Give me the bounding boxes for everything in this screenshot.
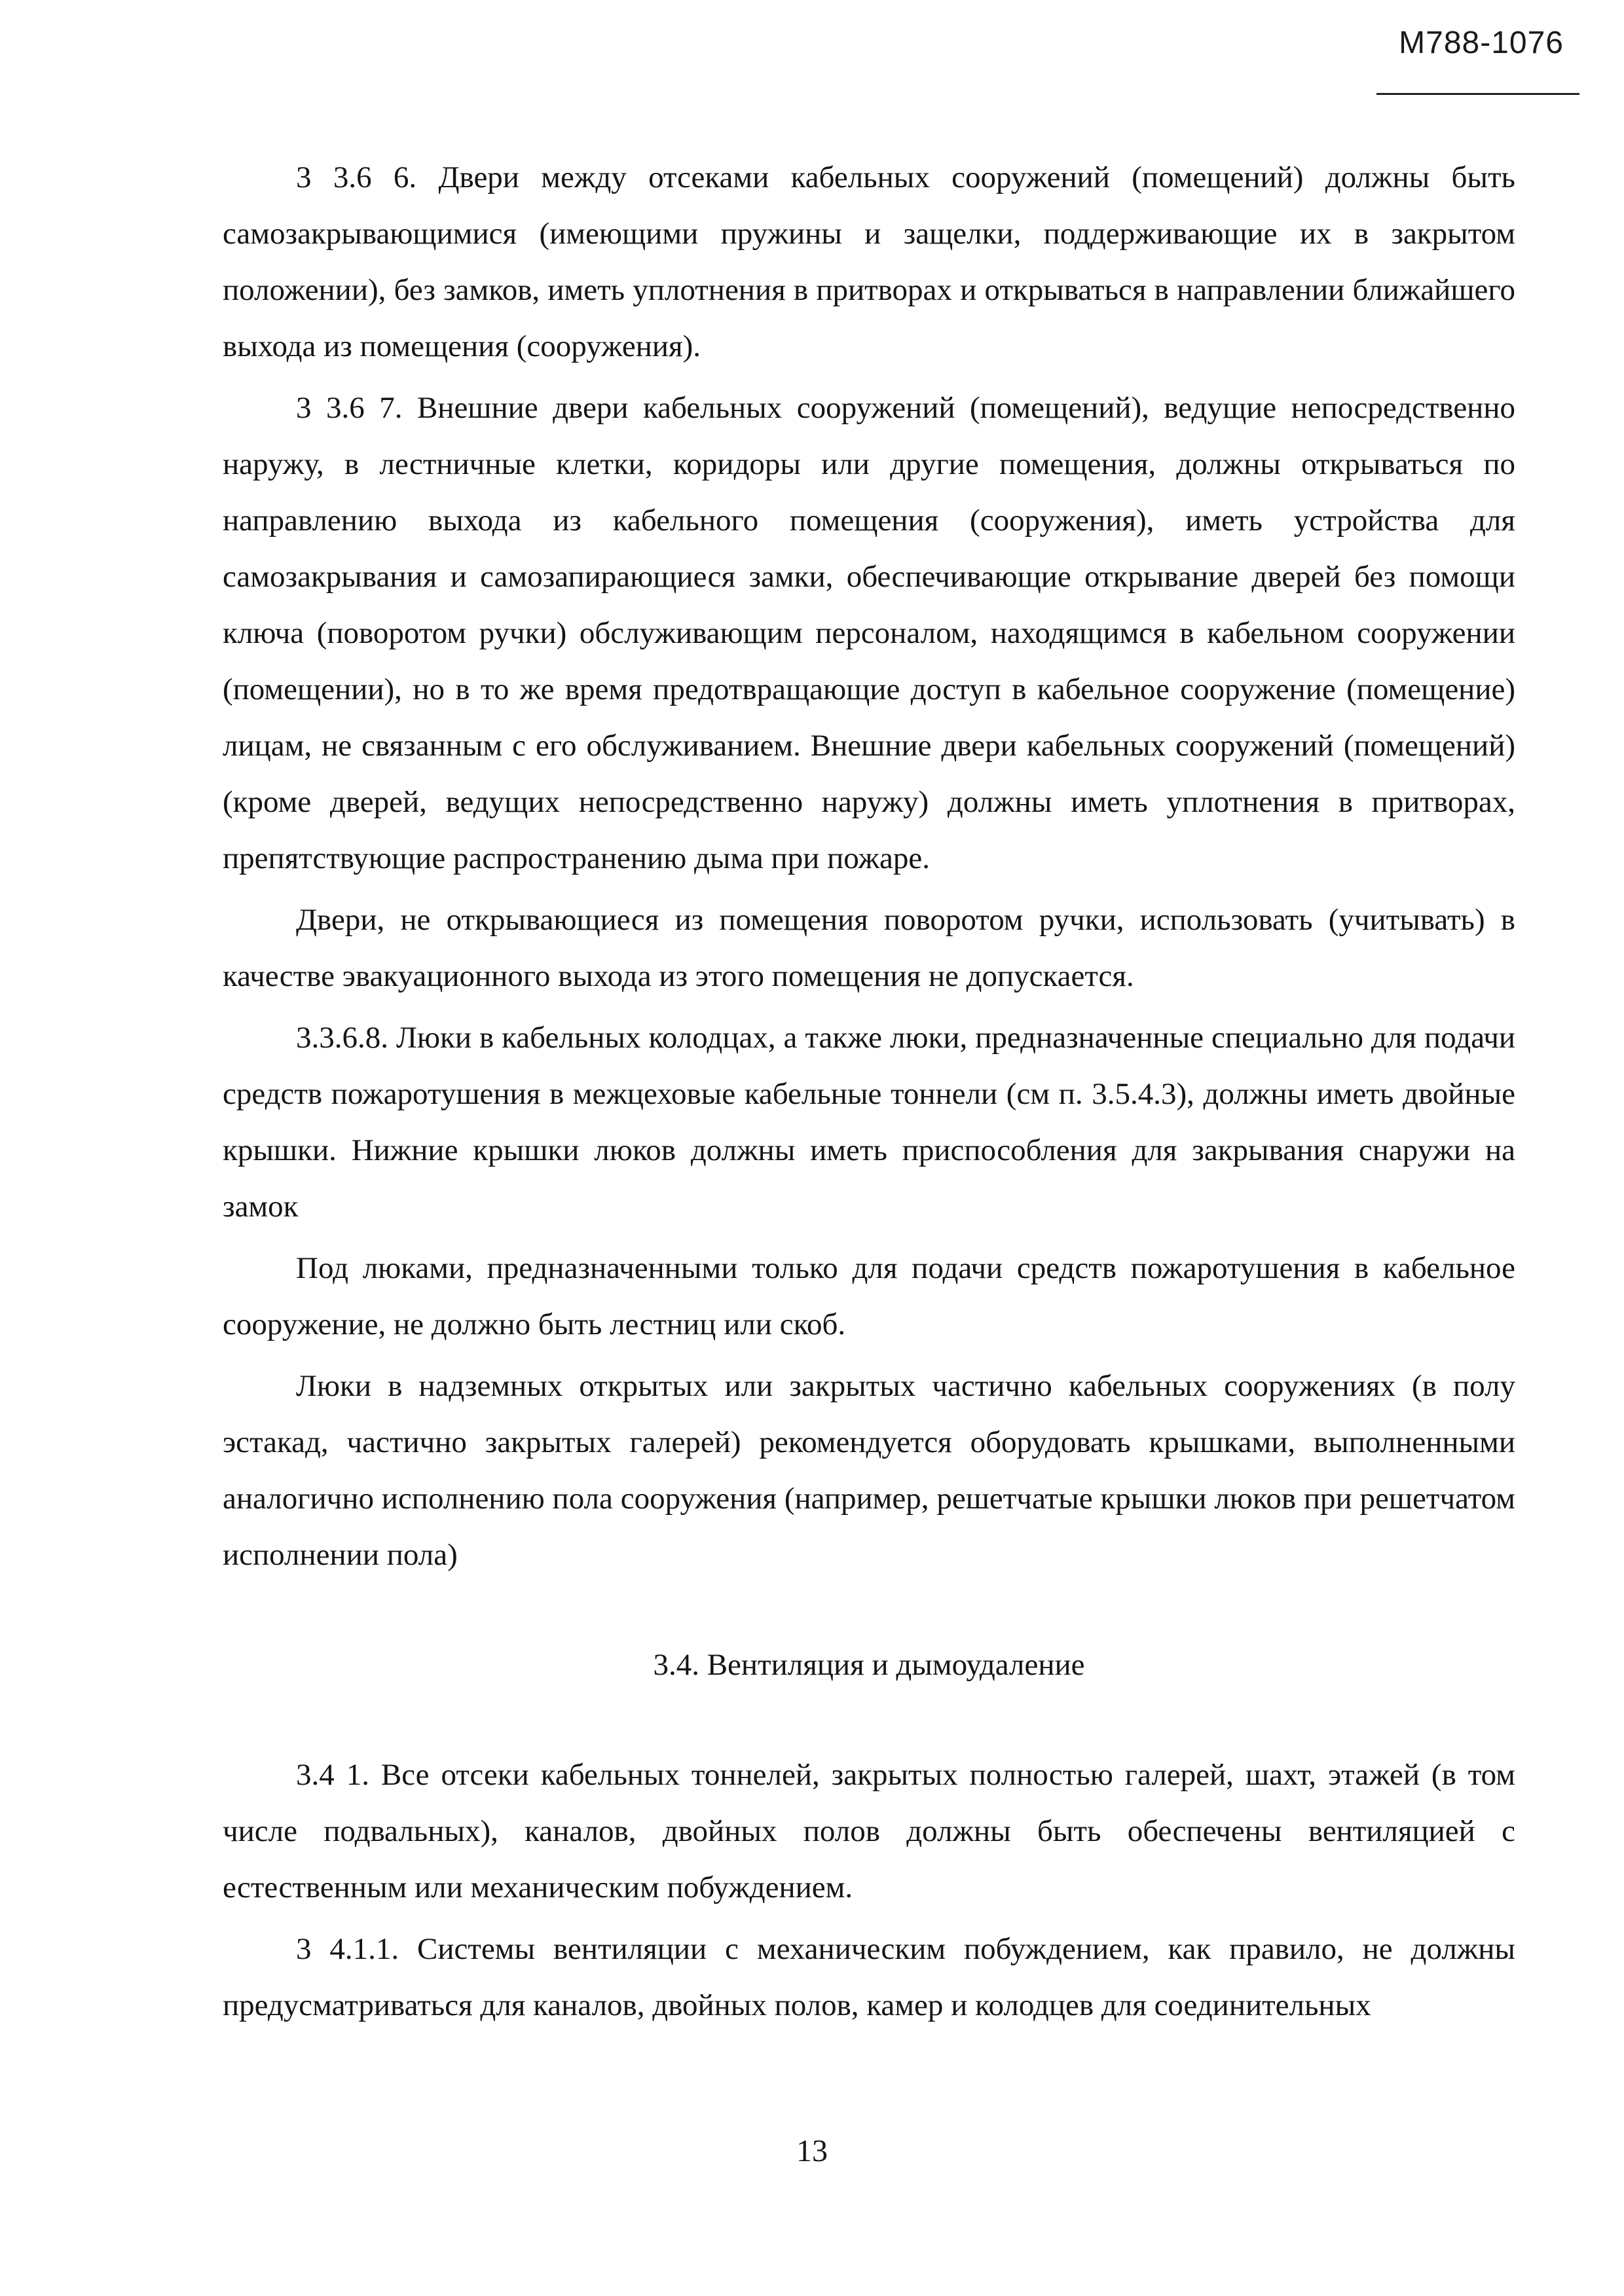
section-heading: 3.4. Вентиляция и дымоудаление <box>653 1648 1085 1682</box>
paragraph-hatches-no-ladders: Под люками, предназначенными только для подачи средств пожаротушения в кабельное сооружение, не должно быть лестниц или скоб. <box>223 1251 1515 1341</box>
paragraph-3-4-1: 3.4 1. Все отсеки кабельных тоннелей, закрытых полностью галерей, шахт, этажей (в том числе подвальных), каналов, двойных полов должны быть обеспечены вентиляцией с естественным или механическим побуждением. <box>223 1758 1515 1904</box>
paragraph-3-3-6-8: 3.3.6.8. Люки в кабельных колодцах, а также люки, предназначенные специально для подачи средств пожаротушения в межцеховые кабельные тоннели (см п. 3.5.4.3), должны иметь двойные крышки. Нижние крышки люков должны иметь приспособления для закрывания снаружи на замок <box>223 1021 1515 1224</box>
document-code: М788-1076 <box>1399 26 1564 60</box>
paragraph-doors-evacuation: Двери, не открывающиеся из помещения поворотом ручки, использовать (учитывать) в качестве эвакуационного выхода из этого помещения не допускается. <box>223 903 1515 993</box>
paragraph-3-4-1-1: 3 4.1.1. Системы вентиляции с механическим побуждением, как правило, не должны предусматриваться для каналов, двойных полов, камер и колодцев для соединительных <box>223 1932 1515 2022</box>
paragraph-3-3-6-7: 3 3.6 7. Внешние двери кабельных сооружений (помещений), ведущие непосредственно наружу, в лестничные клетки, коридоры или другие помещения, должны открываться по направлению выхода из кабельного помещения (сооружения), иметь устройства для самозакрывания и самозапирающиеся замки, обеспечивающие открывание дверей без помощи ключа (поворотом ручки) обслуживающим персоналом, находящимся в кабельном сооружении (помещении), но в то же время предотвращающие доступ в кабельное сооружение (помещение) лицам, не связанным с его обслуживанием. Внешние двери кабельных сооружений (помещений) (кроме дверей, ведущих непосредственно наружу) должны иметь уплотнения в притворах, препятствующие распространению дыма при пожаре. <box>223 391 1515 875</box>
paragraph-3-3-6-6: 3 3.6 6. Двери между отсеками кабельных сооружений (помещений) должны быть самозакрывающимися (имеющими пружины и защелки, поддерживающие их в закрытом положении), без замков, иметь уплотнения в притворах и открываться в направлении ближайшего выхода из помещения (сооружения). <box>223 160 1515 363</box>
document-body <box>223 149 1515 2039</box>
page-number: 13 <box>796 2134 828 2168</box>
header-rule <box>1376 93 1579 95</box>
paragraph-hatches-above-ground: Люки в надземных открытых или закрытых частично кабельных сооружениях (в полу эстакад, частично закрытых галерей) рекомендуется оборудовать крышками, выполненными аналогично исполнению пола сооружения (например, решетчатые крышки люков при решетчатом исполнении пола) <box>223 1369 1515 1572</box>
